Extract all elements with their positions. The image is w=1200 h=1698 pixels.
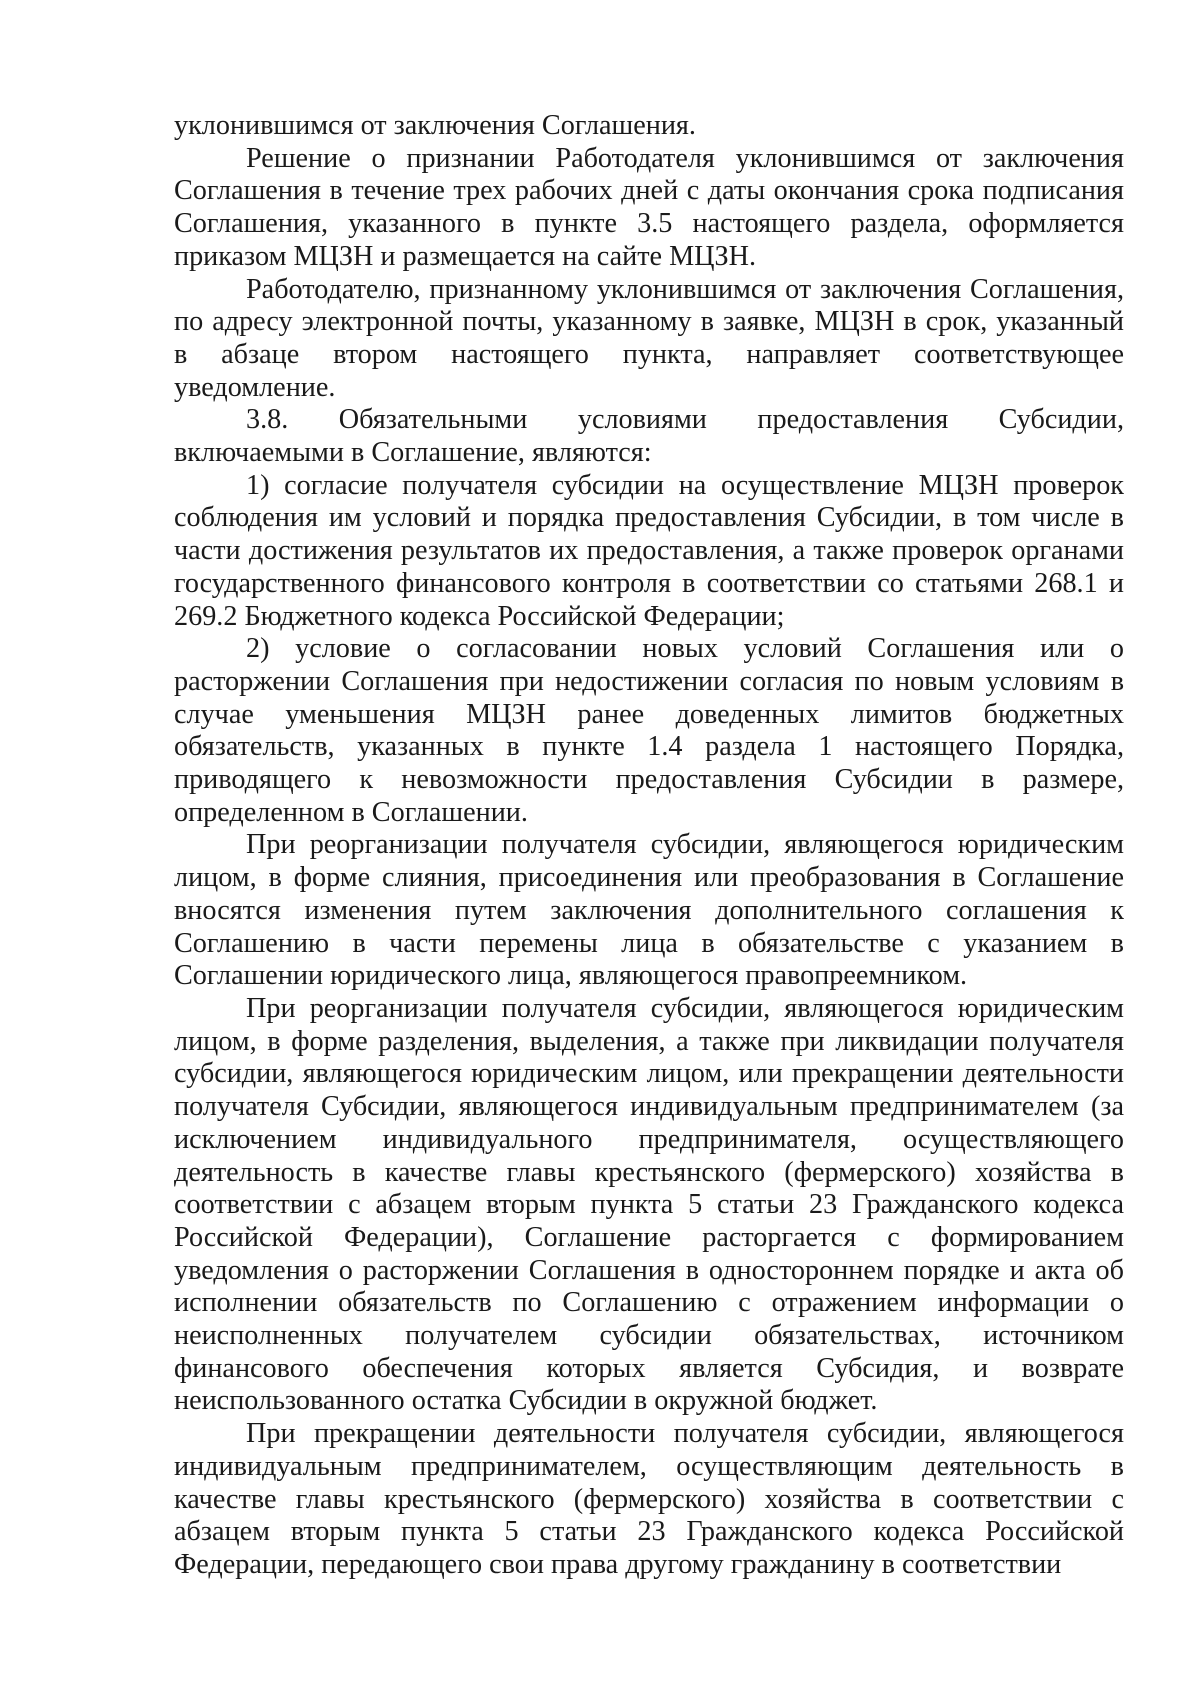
paragraph-4: 3.8. Обязательными условиями предоставления Субсидии, включаемыми в Соглашение, являются: — [174, 404, 1124, 469]
paragraph-8: При реорганизации получателя субсидии, являющегося юридическим лицом, в форме разделения, выделения, а также при ликвидации получателя субсидии, являющегося юридическим лицом, или прекращении деятельности получателя Субсидии, являющегося индивидуальным предпринимателем (за исключением индивидуального предпринимателя, осуществляющего деятельность в качестве главы крестьянского (фермерского) хозяйства в соответствии с абзацем вторым пункта 5 статьи 23 Гражданского кодекса Российской Федерации), Соглашение расторгается с формированием уведомления о расторжении Соглашения в одностороннем порядке и акта об исполнении обязательств по Соглашению с отражением информации о неисполненных получателем субсидии обязательствах, источником финансового обеспечения которых является Субсидия, и возврате неиспользованного остатка Субсидии в окружной бюджет. — [174, 992, 1124, 1417]
paragraph-1: уклонившимся от заключения Соглашения. — [174, 110, 696, 141]
paragraph-6: 2) условие о согласовании новых условий Соглашения или о расторжении Соглашения при недостижении согласия по новым условиям в случае уменьшения МЦЗН ранее доведенных лимитов бюджетных обязательств, указанных в пункте 1.4 раздела 1 настоящего Порядка, приводящего к невозможности предоставления Субсидии в размере, определенном в Соглашении. — [174, 633, 1124, 828]
paragraph-5: 1) согласие получателя субсидии на осуществление МЦЗН проверок соблюдения им условий и порядка предоставления Субсидии, в том числе в части достижения результатов их предоставления, а также проверок органами государственного финансового контроля в соответствии со статьями 268.1 и 269.2 Бюджетного кодекса Российской Федерации; — [174, 469, 1124, 632]
paragraph-9: При прекращении деятельности получателя субсидии, являющегося индивидуальным предпринимателем, осуществляющим деятельность в качестве главы крестьянского (фермерского) хозяйства в соответствии с абзацем вторым пункта 5 статьи 23 Гражданского кодекса Российской Федерации, передающего свои права другому гражданину в соответствии — [174, 1418, 1124, 1580]
paragraph-3: Работодателю, признанному уклонившимся от заключения Соглашения, по адресу электронной почты, указанному в заявке, МЦЗН в срок, указанный в абзаце втором настоящего пункта, направляет соответствующее уведомление. — [174, 273, 1124, 403]
paragraph-2: Решение о признании Работодателя уклонившимся от заключения Соглашения в течение трех рабочих дней с даты окончания срока подписания Соглашения, указанного в пункте 3.5 настоящего раздела, оформляется приказом МЦЗН и размещается на сайте МЦЗН. — [174, 142, 1124, 272]
paragraph-7: При реорганизации получателя субсидии, являющегося юридическим лицом, в форме слияния, присоединения или преобразования в Соглашение вносятся изменения путем заключения дополнительного соглашения к Соглашению в части перемены лица в обязательстве с указанием в Соглашении юридического лица, являющегося правопреемником. — [174, 829, 1124, 992]
document-page — [174, 110, 1124, 1582]
